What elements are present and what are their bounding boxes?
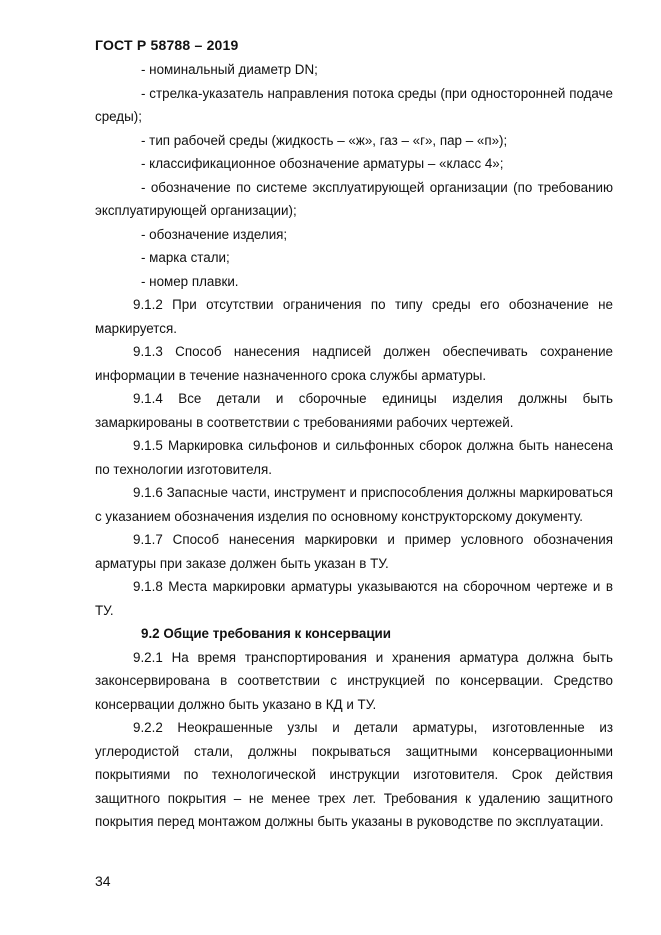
- clause-9-1-5: 9.1.5 Маркировка сильфонов и сильфонных сборок должна быть нанесена по технологии изготовителя.: [95, 438, 613, 477]
- list-item-heat-number: - номер плавки.: [141, 273, 239, 289]
- clause-9-2-1: 9.2.1 На время транспортирования и хранения арматура должна быть законсервирована в соответствии с инструкцией по консервации. Средство консервации должно быть указано в КД и ТУ.: [95, 649, 613, 712]
- list-item-flow-arrow: - стрелка-указатель направления потока среды (при односторонней подаче среды);: [95, 85, 613, 124]
- page-number: 34: [95, 873, 111, 889]
- list-item-medium-type: - тип рабочей среды (жидкость – «ж», газ – «г», пар – «п»);: [141, 132, 508, 148]
- document-header: ГОСТ Р 58788 – 2019: [95, 37, 239, 53]
- clause-9-1-2: 9.1.2 При отсутствии ограничения по типу среды его обозначение не маркируется.: [95, 297, 613, 336]
- list-item-nominal-diameter: - номинальный диаметр DN;: [141, 62, 318, 77]
- clause-9-1-8: 9.1.8 Места маркировки арматуры указываются на сборочном чертеже и в ТУ.: [95, 579, 613, 618]
- clause-9-2-2: 9.2.2 Неокрашенные узлы и детали арматуры, изготовленные из углеродистой стали, должны покрываться защитными консервационными покрытиями по технологической инструкции изготовителя. Срок действия защитного покрытия – не менее трех лет. Требования к удалению защитного покрытия перед монтажом должны быть указаны в руководстве по эксплуатации.: [95, 720, 613, 829]
- list-item-steel-grade: - марка стали;: [141, 250, 230, 265]
- list-item-product-designation: - обозначение изделия;: [141, 226, 288, 242]
- clause-9-1-6: 9.1.6 Запасные части, инструмент и приспособления должны маркироваться с указанием обозначения изделия по основному конструкторскому документу.: [95, 485, 613, 524]
- clause-9-1-4: 9.1.4 Все детали и сборочные единицы изделия должны быть замаркированы в соответствии с требованиями рабочих чертежей.: [95, 391, 613, 430]
- list-item-operator-designation: - обозначение по системе эксплуатирующей организации (по требованию эксплуатирующей организации);: [95, 179, 613, 218]
- document-body: [95, 58, 613, 834]
- clause-9-1-3: 9.1.3 Способ нанесения надписей должен обеспечивать сохранение информации в течение назначенного срока службы арматуры.: [95, 344, 613, 383]
- list-item-classification: - классификационное обозначение арматуры – «класс 4»;: [141, 156, 504, 171]
- clause-9-1-7: 9.1.7 Способ нанесения маркировки и пример условного обозначения арматуры при заказе должен быть указан в ТУ.: [95, 532, 613, 571]
- section-heading-9-2: 9.2 Общие требования к консервации: [141, 626, 392, 641]
